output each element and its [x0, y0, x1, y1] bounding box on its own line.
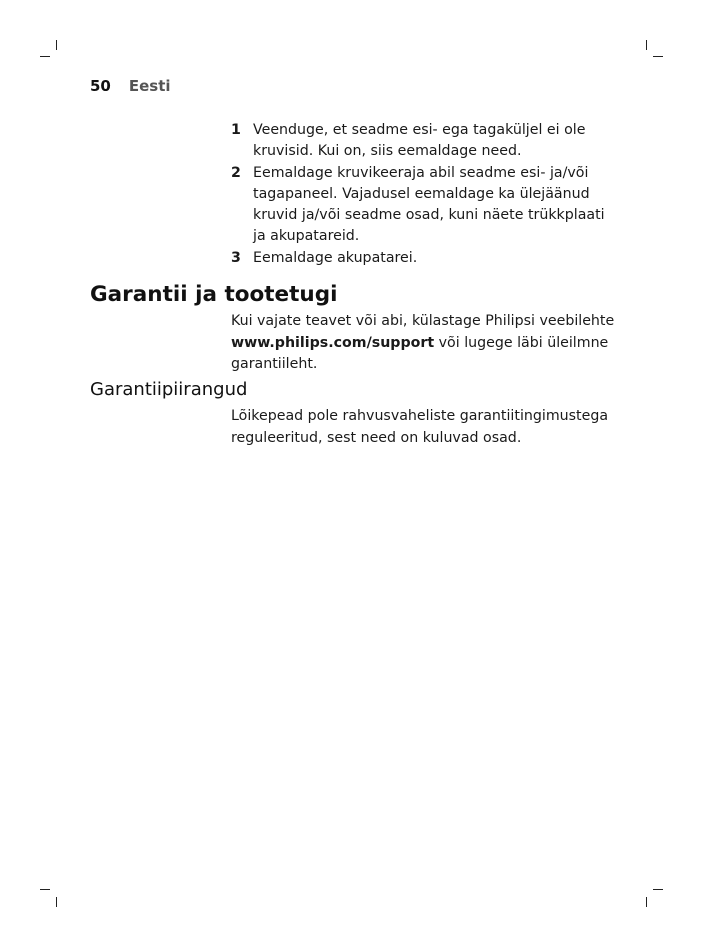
section-heading-warranty: Garantii ja tootetugi: [90, 282, 338, 307]
crop-mark: [653, 889, 663, 890]
crop-mark: [646, 40, 647, 50]
support-link[interactable]: www.philips.com/support: [231, 334, 435, 351]
list-item: [231, 248, 621, 269]
crop-mark: [653, 56, 663, 57]
warranty-text-before: Kui vajate teavet või abi, külastage Philipsi veebilehte: [231, 313, 615, 329]
crop-mark: [56, 897, 57, 907]
step-text: Veenduge, et seadme esi- ega tagaküljel ei ole kruvisid. Kui on, siis eemaldage need.: [253, 122, 586, 159]
crop-mark: [56, 40, 57, 50]
restrictions-paragraph: Lõikepead pole rahvusvaheliste garantiitingimustega reguleeritud, sest need on kuluvad osad.: [231, 408, 609, 446]
warranty-text-after: või lugege läbi üleilmne garantiileht.: [231, 334, 609, 372]
list-item: [231, 163, 621, 247]
step-number: 2: [231, 165, 241, 181]
step-number: 1: [231, 122, 241, 138]
crop-mark: [40, 889, 50, 890]
warranty-paragraph: [231, 311, 616, 376]
page-header: [90, 76, 171, 96]
crop-mark: [40, 56, 50, 57]
crop-mark: [646, 897, 647, 907]
language-label: Eesti: [128, 77, 171, 95]
steps-list: [231, 120, 621, 270]
step-number: 3: [231, 250, 241, 266]
page-number: 50: [90, 77, 111, 95]
step-text: Eemaldage kruvikeeraja abil seadme esi- ja/või tagapaneel. Vajadusel eemaldage ka ülejäänud kruvid ja/või seadme osad, kuni näete trükkplaati ja akupatareid.: [253, 165, 605, 244]
section-heading-restrictions: Garantiipiirangud: [90, 379, 248, 400]
step-text: Eemaldage akupatarei.: [253, 250, 418, 266]
list-item: [231, 120, 621, 162]
